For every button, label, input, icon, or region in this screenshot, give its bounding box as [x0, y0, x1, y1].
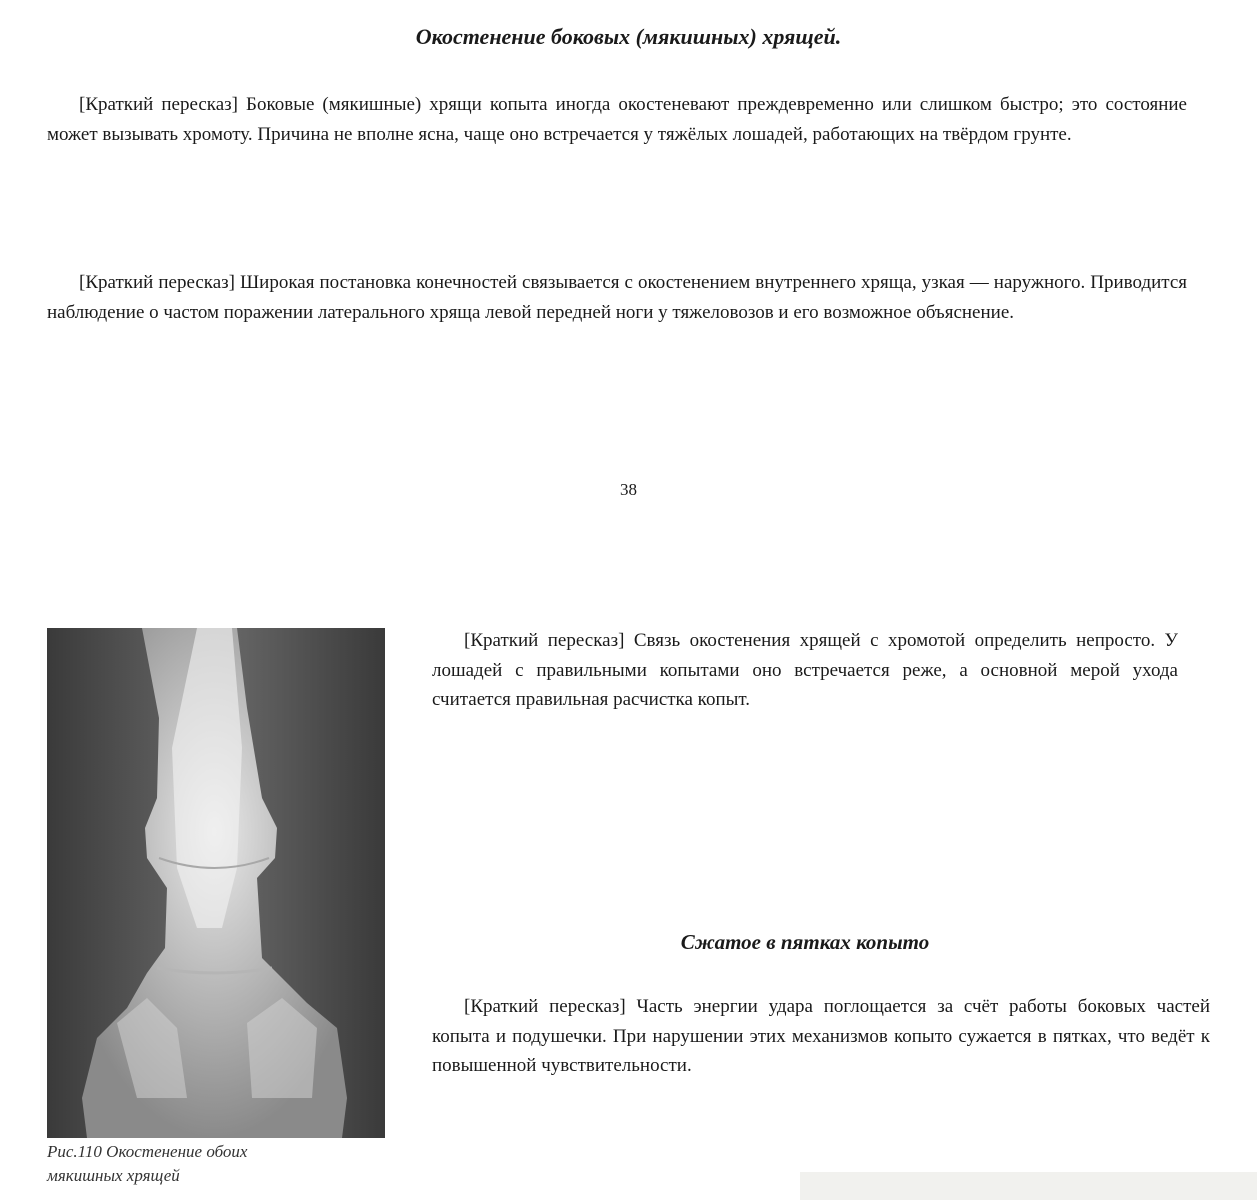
figure-caption [47, 1140, 347, 1188]
paragraph-2-summary: [Краткий пересказ] Широкая постановка конечностей связывается с окостенением внутреннего хряща, узкая — наружного. Приводится наблюдение о частом поражении латерального хряща левой передней ноги у тяжеловозов и его возможное объяснение. [47, 272, 1187, 323]
caption-line-2: мякишных хрящей [47, 1166, 180, 1185]
page-number: 38 [620, 480, 637, 499]
right-paragraph-2-summary: [Краткий пересказ] Часть энергии удара поглощается за счёт работы боковых частей копыта и подушечки. При нарушении этих механизмов копыто сужается в пятках, что ведёт к повышенной чувствительности. [432, 996, 1210, 1076]
section-title: Окостенение боковых (мякишных) хрящей. [415, 24, 842, 49]
xray-figure [47, 628, 385, 1138]
xray-image [47, 628, 385, 1138]
right-paragraph-1-summary: [Краткий пересказ] Связь окостенения хрящей с хромотой определить непросто. У лошадей с правильными копытами оно встречается реже, а основной мерой ухода считается правильная расчистка копыт. [432, 630, 1178, 710]
subsection-title: Сжатое в пятках копыто [680, 930, 930, 954]
next-figure-fragment [800, 1172, 1257, 1200]
caption-line-1: Рис.110 Окостенение обоих [47, 1142, 248, 1161]
paragraph-1-summary: [Краткий пересказ] Боковые (мякишные) хрящи копыта иногда окостеневают преждевременно или слишком быстро; это состояние может вызывать хромоту. Причина не вполне ясна, чаще оно встречается у тяжёлых лошадей, работающих на твёрдом грунте. [47, 94, 1187, 145]
